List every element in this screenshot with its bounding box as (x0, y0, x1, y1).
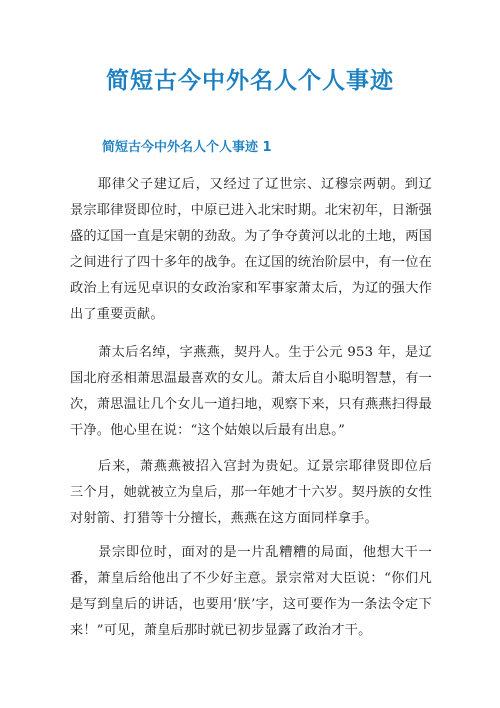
paragraph-4: 景宗即位时，面对的是一片乱糟糟的局面，他想大干一番，萧皇后给他出了不少好主意。景宗常对大臣说：“你们凡是写到皇后的讲话，也要用‘朕’字，这可要作为一条法令定下来！”可见，萧皇后那时就已初步显露了政治才干。 (70, 545, 432, 638)
paragraph-2: 萧太后名绰，字燕燕，契丹人。生于公元 953 年，是辽国北府丞相萧思温最喜欢的女儿。萧太后自小聪明智慧，有一次，萧思温让几个女儿一道扫地，观察下来，只有燕燕扫得最干净。他心里在说：“这个姑娘以后最有出息。” (70, 345, 432, 438)
section-heading: 简短古今中外名人个人事迹 1 (102, 140, 272, 155)
document-title: 简短古今中外名人个人事迹 (106, 68, 394, 94)
paragraph-3: 后来，萧燕燕被招入宫封为贵妃。辽景宗耶律贤即位后三个月，她就被立为皇后，那一年她才十六岁。契丹族的女性对射箭、打猎等十分擅长，燕燕在这方面同样拿手。 (70, 459, 432, 526)
paragraph-1: 耶律父子建辽后，又经过了辽世宗、辽穆宗两朝。到辽景宗耶律贤即位时，中原已进入北宋时期。北宋初年，日渐强盛的辽国一直是宋朝的劲敌。为了争夺黄河以北的土地，两国之间进行了四十多年的战争。在辽国的统治阶层中，有一位在政治上有远见卓识的女政治家和军事家萧太后，为辽的强大作出了重要贡献。 (70, 177, 432, 322)
